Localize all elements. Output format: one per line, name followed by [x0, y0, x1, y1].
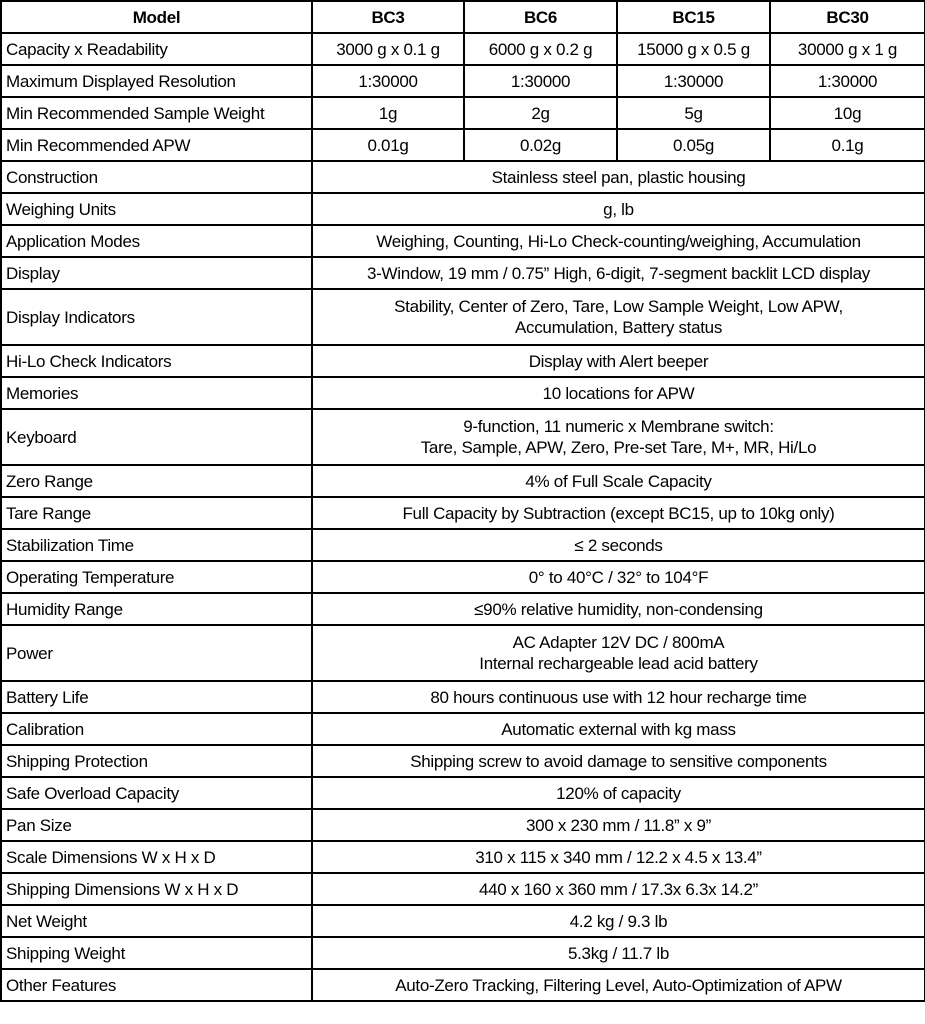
shared-value-cell: [312, 593, 925, 625]
row-label: Display: [1, 257, 312, 289]
table-row: [1, 745, 925, 777]
value-line: Tare, Sample, APW, Zero, Pre-set Tare, M+, MR, Hi/Lo: [420, 438, 817, 457]
table-row: [1, 377, 925, 409]
header-cell-bc6: BC6: [464, 1, 617, 33]
table-row: [1, 409, 925, 465]
table-row: [1, 225, 925, 257]
value-line: AC Adapter 12V DC / 800mA: [512, 633, 725, 652]
value-line: 10 locations for APW: [542, 383, 695, 403]
row-label: Shipping Weight: [1, 937, 312, 969]
header-cell-bc30: BC30: [770, 1, 925, 33]
value-line: 5.3kg / 11.7 lb: [567, 943, 670, 963]
shared-value-cell: [312, 377, 925, 409]
table-row: [1, 905, 925, 937]
value-line: Automatic external with kg mass: [501, 719, 736, 739]
value-line: Full Capacity by Subtraction (except BC15, up to 10kg only): [402, 503, 835, 523]
header-cell-model: Model: [1, 1, 312, 33]
model-value-cell: 1:30000: [770, 65, 925, 97]
table-row: [1, 129, 925, 161]
shared-value-cell: [312, 289, 925, 345]
value-line: 4% of Full Scale Capacity: [525, 471, 712, 491]
value-line: 4.2 kg / 9.3 lb: [569, 911, 668, 931]
row-label: Weighing Units: [1, 193, 312, 225]
value-line: 300 x 230 mm / 11.8” x 9”: [526, 815, 711, 835]
model-value-cell: 10g: [770, 97, 925, 129]
header-row: [1, 1, 925, 33]
table-row: [1, 625, 925, 681]
model-value-cell: 0.05g: [617, 129, 770, 161]
value-line: ≤ 2 seconds: [574, 535, 663, 555]
row-label: Scale Dimensions W x H x D: [1, 841, 312, 873]
table-row: [1, 345, 925, 377]
model-value-cell: 1g: [312, 97, 464, 129]
value-line: Stainless steel pan, plastic housing: [491, 167, 746, 187]
shared-value-cell: [312, 225, 925, 257]
value-line: 80 hours continuous use with 12 hour recharge time: [430, 687, 807, 707]
table-row: [1, 937, 925, 969]
row-label: Min Recommended Sample Weight: [1, 97, 312, 129]
row-label: Battery Life: [1, 681, 312, 713]
shared-value-cell: [312, 497, 925, 529]
value-line: g, lb: [603, 199, 634, 219]
row-label: Min Recommended APW: [1, 129, 312, 161]
model-value-cell: 5g: [617, 97, 770, 129]
table-row: [1, 561, 925, 593]
value-line: Display with Alert beeper: [528, 351, 709, 371]
value-line: Auto-Zero Tracking, Filtering Level, Auto-Optimization of APW: [395, 975, 842, 995]
shared-value-cell: [312, 161, 925, 193]
model-value-cell: 0.1g: [770, 129, 925, 161]
row-label: Hi-Lo Check Indicators: [1, 345, 312, 377]
table-row: [1, 465, 925, 497]
model-value-cell: 15000 g x 0.5 g: [617, 33, 770, 65]
value-line: Internal rechargeable lead acid battery: [479, 654, 758, 673]
value-line: Weighing, Counting, Hi-Lo Check-counting/weighing, Accumulation: [376, 231, 861, 251]
table-row: [1, 65, 925, 97]
shared-value-cell: [312, 257, 925, 289]
table-row: [1, 257, 925, 289]
shared-value-cell: [312, 681, 925, 713]
shared-value-cell: [312, 409, 925, 465]
shared-value-cell: [312, 465, 925, 497]
row-label: Display Indicators: [1, 289, 312, 345]
table-row: [1, 809, 925, 841]
value-line: Shipping screw to avoid damage to sensitive components: [410, 751, 827, 771]
table-row: [1, 97, 925, 129]
value-line: 3-Window, 19 mm / 0.75” High, 6-digit, 7-segment backlit LCD display: [366, 263, 871, 283]
value-line: 9-function, 11 numeric x Membrane switch:: [463, 417, 774, 436]
row-label: Capacity x Readability: [1, 33, 312, 65]
table-row: [1, 841, 925, 873]
row-label: Power: [1, 625, 312, 681]
shared-value-cell: [312, 777, 925, 809]
table-row: [1, 33, 925, 65]
table-row: [1, 777, 925, 809]
value-line: Stability, Center of Zero, Tare, Low Sample Weight, Low APW,: [394, 297, 843, 316]
shared-value-cell: [312, 529, 925, 561]
table-row: [1, 161, 925, 193]
model-value-cell: 1:30000: [312, 65, 464, 97]
row-label: Safe Overload Capacity: [1, 777, 312, 809]
row-label: Humidity Range: [1, 593, 312, 625]
table-row: [1, 969, 925, 1001]
shared-value-cell: [312, 937, 925, 969]
table-row: [1, 193, 925, 225]
value-line: 120% of capacity: [556, 783, 681, 803]
row-label: Zero Range: [1, 465, 312, 497]
shared-value-cell: [312, 345, 925, 377]
shared-value-cell: [312, 561, 925, 593]
shared-value-cell: [312, 745, 925, 777]
model-value-cell: 3000 g x 0.1 g: [312, 33, 464, 65]
row-label: Construction: [1, 161, 312, 193]
model-value-cell: 1:30000: [464, 65, 617, 97]
model-value-cell: 6000 g x 0.2 g: [464, 33, 617, 65]
row-label: Tare Range: [1, 497, 312, 529]
value-line: 440 x 160 x 360 mm / 17.3x 6.3x 14.2”: [478, 879, 758, 899]
model-value-cell: 2g: [464, 97, 617, 129]
table-row: [1, 497, 925, 529]
table-row: [1, 529, 925, 561]
value-line: 0° to 40°C / 32° to 104°F: [528, 567, 709, 587]
row-label: Maximum Displayed Resolution: [1, 65, 312, 97]
row-label: Shipping Protection: [1, 745, 312, 777]
row-label: Calibration: [1, 713, 312, 745]
table-row: [1, 593, 925, 625]
row-label: Application Modes: [1, 225, 312, 257]
header-cell-bc15: BC15: [617, 1, 770, 33]
row-label: Keyboard: [1, 409, 312, 465]
model-value-cell: 1:30000: [617, 65, 770, 97]
row-label: Net Weight: [1, 905, 312, 937]
specifications-body: [1, 33, 925, 1001]
row-label: Pan Size: [1, 809, 312, 841]
shared-value-cell: [312, 713, 925, 745]
shared-value-cell: [312, 873, 925, 905]
row-label: Other Features: [1, 969, 312, 1001]
shared-value-cell: [312, 809, 925, 841]
value-line: Accumulation, Battery status: [514, 318, 723, 337]
shared-value-cell: [312, 969, 925, 1001]
value-line: 310 x 115 x 340 mm / 12.2 x 4.5 x 13.4”: [475, 847, 762, 867]
row-label: Stabilization Time: [1, 529, 312, 561]
table-row: [1, 713, 925, 745]
row-label: Operating Temperature: [1, 561, 312, 593]
model-value-cell: 30000 g x 1 g: [770, 33, 925, 65]
row-label: Memories: [1, 377, 312, 409]
shared-value-cell: [312, 841, 925, 873]
shared-value-cell: [312, 625, 925, 681]
model-value-cell: 0.01g: [312, 129, 464, 161]
header-cell-bc3: BC3: [312, 1, 464, 33]
table-row: [1, 289, 925, 345]
model-value-cell: 0.02g: [464, 129, 617, 161]
row-label: Shipping Dimensions W x H x D: [1, 873, 312, 905]
table-row: [1, 681, 925, 713]
shared-value-cell: [312, 905, 925, 937]
table-row: [1, 873, 925, 905]
shared-value-cell: [312, 193, 925, 225]
value-line: ≤90% relative humidity, non-condensing: [474, 599, 763, 619]
